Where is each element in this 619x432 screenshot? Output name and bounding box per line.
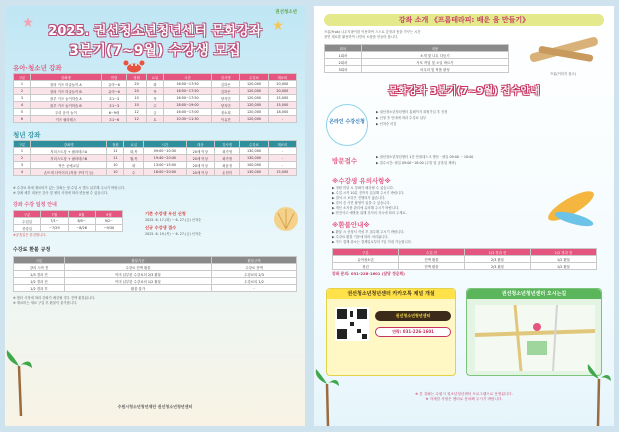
table-cell: 120,000 bbox=[240, 95, 268, 102]
table-cell: 화,목 bbox=[124, 148, 144, 155]
table-header-cell: 구분 bbox=[333, 249, 399, 256]
table-row bbox=[14, 95, 297, 102]
table-cell: 18,000 bbox=[268, 109, 296, 116]
table-cell: 16:50~17:50 bbox=[163, 95, 211, 102]
table-cell: 청년 bbox=[333, 263, 399, 270]
youth-section-title: 유아·청소년 강좌 bbox=[13, 64, 62, 72]
intro-line: 천연 재료를 활용하여 나만의 소품을 만들어 봅니다. bbox=[324, 35, 399, 39]
table-cell: 토 bbox=[146, 116, 163, 123]
table-cell: 유아~6 bbox=[101, 88, 126, 95]
table-row bbox=[14, 155, 297, 162]
table-cell: 우리 음악 놀이 bbox=[30, 109, 101, 116]
caution-title: ※수강생 유의사항※ bbox=[332, 177, 391, 185]
table-cell: 9/2~ bbox=[95, 218, 122, 225]
table-cell: 4 bbox=[14, 169, 31, 176]
kakao-card bbox=[326, 288, 456, 376]
table-cell: 화 bbox=[146, 81, 163, 88]
table-cell: - bbox=[268, 155, 296, 162]
table-header-cell: 수업 전 bbox=[399, 249, 465, 256]
table-cell: 3 bbox=[14, 162, 31, 169]
table-cell: 이유진 bbox=[212, 116, 240, 123]
table-header-cell: 강사명 bbox=[212, 74, 240, 81]
schedule-table bbox=[13, 210, 123, 232]
table-cell: ~8/26 bbox=[68, 225, 95, 232]
table-row bbox=[14, 169, 297, 176]
table-header-cell: 내용 bbox=[361, 45, 508, 52]
table-cell: 최가영 bbox=[214, 148, 239, 155]
table-cell: 130,000 bbox=[240, 155, 268, 162]
table-cell: 키즈 필라테스 bbox=[30, 116, 101, 123]
table-cell: 환불 불가 bbox=[64, 285, 211, 292]
refund-note: ※ 재료비는 재료 구입 후 환불이 불가합니다. bbox=[13, 301, 78, 305]
table-cell: 목 bbox=[146, 95, 163, 102]
table-cell: 2/3 환불 bbox=[465, 263, 531, 270]
table-header-cell: 8월 bbox=[68, 211, 95, 218]
table-cell: 이미 납부한 수강료의 2/3 환불 bbox=[64, 271, 211, 278]
table-cell: 창의 키즈 미술놀이 A bbox=[30, 81, 101, 88]
table-header-cell: 시간 bbox=[144, 141, 186, 148]
map-icon[interactable] bbox=[475, 305, 595, 371]
table-cell: 초1~3 bbox=[101, 102, 126, 109]
table-header-cell: 구분 bbox=[14, 74, 31, 81]
table-cell: 15,000 bbox=[268, 102, 296, 109]
table-row bbox=[14, 102, 297, 109]
registration-box bbox=[145, 210, 275, 238]
table-row bbox=[333, 256, 597, 263]
table-cell: 16:50~17:50 bbox=[163, 81, 211, 88]
table-cell: 1/2 경과 전 bbox=[14, 278, 65, 285]
page-title-line2: 3분기(7~9월) 수강생 모집 bbox=[69, 43, 241, 59]
table-cell: 10 bbox=[127, 102, 147, 109]
intro-bar: 강좌 소개 《프롬테라피: 배운 움 만들기》 bbox=[324, 14, 604, 26]
table-cell: 18:00~20:00 bbox=[144, 169, 186, 176]
table-cell: 수강료 전액 bbox=[212, 264, 297, 271]
table-cell: 1/2 환불 bbox=[531, 256, 597, 263]
table-cell: 11 bbox=[107, 155, 124, 162]
table-cell: 3 bbox=[14, 95, 31, 102]
table-cell: 최윤정 bbox=[214, 162, 239, 169]
table-cell: 김하은 bbox=[212, 88, 240, 95]
caution-line: ▶ 안전사고 예방을 위해 강사의 지시에 따라 주세요. bbox=[332, 211, 407, 215]
table-cell: 2/3 환불 bbox=[465, 256, 531, 263]
refund-guide-title: ※환불안내※ bbox=[332, 221, 370, 229]
table-header-cell: 요일 bbox=[124, 141, 144, 148]
table-cell: 130,000 bbox=[240, 148, 268, 155]
starfish-icon bbox=[23, 17, 33, 27]
table-cell: 120,000 bbox=[240, 116, 268, 123]
table-cell: 10 bbox=[107, 169, 124, 176]
visit-lines bbox=[376, 154, 601, 166]
table-header-cell: 수강료 bbox=[240, 141, 268, 148]
refund-line: ▶ 환불 시 신청서 작성 후 접수해 주시기 바랍니다. bbox=[332, 230, 405, 234]
table-row bbox=[14, 278, 297, 285]
table-header-cell: 시간 bbox=[163, 74, 211, 81]
table-row bbox=[14, 116, 297, 123]
location-card-title: 권선청소년청년센터 오시는길 bbox=[467, 289, 601, 299]
table-cell: 1회차 bbox=[325, 52, 362, 59]
schedule-title: 강좌 수강 일정 안내 bbox=[13, 202, 57, 208]
table-cell: 김하은 bbox=[212, 81, 240, 88]
surfboard-icon bbox=[544, 181, 599, 231]
table-cell: 20,000 bbox=[268, 88, 296, 95]
table-cell: 10 bbox=[107, 162, 124, 169]
table-cell: 16:00~17:00 bbox=[163, 109, 211, 116]
table-cell: 양지민 bbox=[212, 102, 240, 109]
page-title-line1: 2025. 권선청소년청년센터 문화강좌 bbox=[48, 24, 262, 39]
table-cell: 20 bbox=[127, 88, 147, 95]
table-cell: - bbox=[268, 116, 296, 123]
table-cell: 10:30~11:30 bbox=[163, 116, 211, 123]
kakao-channel-button[interactable]: 권선청소년청년센터 bbox=[375, 311, 451, 321]
table-cell: 20,000 bbox=[268, 81, 296, 88]
refund-mini-table bbox=[332, 248, 597, 270]
table-row bbox=[14, 271, 297, 278]
table-row bbox=[325, 66, 509, 73]
visit-heading: 방문접수 bbox=[332, 157, 358, 165]
table-cell: 저녁스트칭 + 필라테스B bbox=[30, 155, 106, 162]
center-logo: 권선청소년 bbox=[275, 10, 297, 15]
table-cell: 20세 이상 bbox=[186, 169, 214, 176]
table-cell: 이미 납부한 수강료의 1/2 환불 bbox=[64, 278, 211, 285]
caution-line: ▶ 개인 소지품 관리에 유의해 주시기 바랍니다. bbox=[332, 206, 400, 210]
refund-notes bbox=[13, 296, 297, 306]
table-header-cell: 구분 bbox=[14, 257, 65, 264]
table-cell: 플루 키즈 놀이학습 A bbox=[30, 95, 101, 102]
intro-caption: 프롬(이미지 참고) bbox=[550, 72, 576, 76]
table-cell: 20 bbox=[127, 81, 147, 88]
table-cell: 창의 키즈 미술놀이 B bbox=[30, 88, 101, 95]
table-cell: 작은 공예교실 bbox=[30, 162, 106, 169]
online-lines bbox=[376, 109, 601, 127]
adult-notes bbox=[13, 186, 297, 196]
table-header-cell: 환불기준 bbox=[64, 257, 211, 264]
table-cell: 20세 이상 bbox=[186, 155, 214, 162]
table-cell: 1/3 경과 전 bbox=[14, 271, 65, 278]
bottom-note: ※ 본 강좌는 수원시 청소년청년센터 프로그램으로 운영됩니다. bbox=[415, 392, 513, 396]
table-cell: 정소희 bbox=[212, 109, 240, 116]
caution-line: ▶ 결석 시 보강은 진행되지 않습니다. bbox=[332, 196, 386, 200]
left-page bbox=[5, 6, 305, 426]
bottom-notes bbox=[314, 392, 614, 402]
kakao-card-title: 권선청소년청년센터 카카오톡 채널 개설 bbox=[327, 289, 455, 299]
table-header-cell: 재료비 bbox=[268, 74, 296, 81]
table-row bbox=[14, 225, 123, 232]
table-cell: - bbox=[212, 285, 297, 292]
table-header-cell: 1/2 경과 전 bbox=[531, 249, 597, 256]
online-circle: 온라인 수강신청 bbox=[326, 104, 368, 146]
table-cell: ~9/30 bbox=[95, 225, 122, 232]
table-cell: 유아청소년 bbox=[333, 256, 399, 263]
palm-tree-icon bbox=[586, 361, 612, 426]
refund-line: ▶ 수강료 환불 기준에 따라 처리됩니다. bbox=[332, 235, 389, 239]
table-cell: 저녁스트칭 + 필라테스A bbox=[30, 148, 106, 155]
caution-line: ▶ 정원 미달 시 강좌가 폐강될 수 있습니다. bbox=[332, 186, 394, 190]
table-cell: 2회차 bbox=[325, 59, 362, 66]
table-header-cell: 7월 bbox=[41, 211, 68, 218]
table-cell: 사포 작업 및 오일 바르기 bbox=[361, 59, 508, 66]
table-cell: 6 bbox=[14, 116, 31, 123]
refund-table bbox=[13, 256, 297, 292]
table-header-cell: 구분 bbox=[14, 211, 41, 218]
table-header-cell: 대상 bbox=[186, 141, 214, 148]
table-cell: 전액 환불 bbox=[399, 256, 465, 263]
table-cell: 초1~3 bbox=[101, 95, 126, 102]
refund-title: 수강료 환불 규정 bbox=[13, 247, 51, 253]
table-header-cell: 구분 bbox=[14, 141, 31, 148]
table-cell: 3회차 bbox=[325, 66, 362, 73]
table-cell: 플루 키즈 놀이학습 B bbox=[30, 102, 101, 109]
caution-line: ▶ 수업 시작 10분 전까지 입실해 주시기 바랍니다. bbox=[332, 191, 405, 195]
table-cell: ~7/29 bbox=[41, 225, 68, 232]
table-cell: 목 bbox=[146, 88, 163, 95]
table-cell: 19:40~20:40 bbox=[144, 155, 186, 162]
apply-title: 문화강좌 3분기(7~9월) 접수안내 bbox=[388, 86, 540, 97]
table-cell: 5 bbox=[14, 109, 31, 116]
online-line: ▶ 권선청소년청년센터 홈페이지 회원가입 후 신청 bbox=[376, 110, 448, 114]
table-cell: 120,000 bbox=[240, 81, 268, 88]
table-header-cell: 연령 bbox=[101, 74, 126, 81]
table-cell: 120,000 bbox=[240, 102, 268, 109]
table-cell: 2 bbox=[14, 88, 31, 95]
table-cell: 11 bbox=[107, 148, 124, 155]
table-cell: 100,000 bbox=[240, 162, 268, 169]
table-cell: 15,000 bbox=[268, 169, 296, 176]
table-cell: 120,000 bbox=[240, 88, 268, 95]
table-header-cell: 환불금액 bbox=[212, 257, 297, 264]
table-header-cell: 정원 bbox=[107, 141, 124, 148]
table-cell: 수 bbox=[146, 102, 163, 109]
table-row bbox=[325, 59, 509, 66]
visit-line: ▶ 접수시간: 평일 09:00~18:00 (주말 및 공휴일 제외) bbox=[376, 161, 456, 165]
qr-code-icon[interactable] bbox=[335, 307, 369, 341]
caution-lines bbox=[332, 186, 532, 216]
location-card bbox=[466, 288, 602, 376]
table-cell: 월,목 bbox=[124, 155, 144, 162]
table-cell: 1/2 환불 bbox=[531, 263, 597, 270]
table-header-cell: 강좌명 bbox=[30, 74, 101, 81]
table-cell: 15,000 bbox=[268, 95, 296, 102]
table-cell: 최가영 bbox=[214, 155, 239, 162]
table-header-cell: 수강료 bbox=[240, 74, 268, 81]
table-row bbox=[14, 218, 123, 225]
online-line: ▶ 신청 후 안내에 따라 수강료 납부 bbox=[376, 116, 427, 120]
table-cell: 16:50~17:50 bbox=[163, 88, 211, 95]
crab-icon bbox=[123, 59, 145, 73]
table-header-cell: 9월 bbox=[95, 211, 122, 218]
table-cell: 마무리 및 작품 완성 bbox=[361, 66, 508, 73]
adult-section-title: 청년 강좌 bbox=[13, 131, 41, 139]
new-date: 2025. 6. 19.(목) ~ 6. 27.(금) 선착순 bbox=[145, 232, 202, 236]
existing-label: 기존 수강생 우선 신청 bbox=[145, 211, 186, 216]
table-cell: 수강료의 1/2 bbox=[212, 278, 297, 285]
table-cell: 7/1~ bbox=[41, 218, 68, 225]
table-row bbox=[14, 162, 297, 169]
caution-line: ▶ 강의 중 사진 촬영이 있을 수 있습니다. bbox=[332, 201, 391, 205]
table-cell: 20세 이상 bbox=[186, 148, 214, 155]
new-label: 신규 수강생 접수 bbox=[145, 225, 177, 230]
table-header-cell: 재료비 bbox=[268, 141, 296, 148]
table-cell: 8/5~ bbox=[68, 218, 95, 225]
table-cell: 수강료 전액 환불 bbox=[64, 264, 211, 271]
table-cell: 수업일 bbox=[14, 218, 41, 225]
table-cell: 18:00~19:00 bbox=[163, 102, 211, 109]
shell-icon bbox=[273, 206, 299, 232]
table-cell: 양지민 bbox=[212, 95, 240, 102]
palm-tree-icon bbox=[314, 366, 340, 426]
right-page bbox=[314, 6, 614, 426]
table-header-cell: 강사명 bbox=[214, 141, 239, 148]
table-header-cell: 1/3 경과 전 bbox=[465, 249, 531, 256]
adult-note: ※ 수강료 외에 재료비가 있는 강좌는 첫 수업 시 별도 납부해 주시기 바랍니다. bbox=[13, 186, 125, 190]
table-header-cell: 회차 bbox=[325, 45, 362, 52]
table-header-cell: 강좌명 bbox=[30, 141, 106, 148]
table-cell: 1 bbox=[14, 81, 31, 88]
table-cell: 강의 시작 전 bbox=[14, 264, 65, 271]
kakao-phone: 연락: 031-226-1601 bbox=[375, 327, 451, 337]
footer-org: 수원시청소년청년재단 권선청소년청년센터 bbox=[117, 404, 193, 409]
table-cell: 금 bbox=[146, 109, 163, 116]
table-cell: 130,000 bbox=[240, 169, 268, 176]
table-cell: 화 bbox=[124, 162, 144, 169]
table-cell: 4 bbox=[14, 102, 31, 109]
table-row bbox=[14, 88, 297, 95]
table-cell: 10 bbox=[127, 95, 147, 102]
contact-line: 강좌 문의: 031-226-1601 (담당 정윤희) bbox=[332, 271, 405, 276]
intro-table bbox=[324, 44, 509, 73]
schedule-note: ※공휴일은 휴강합니다. bbox=[13, 233, 47, 237]
table-header-cell: 정원 bbox=[127, 74, 147, 81]
starfish-icon bbox=[273, 20, 283, 30]
table-cell: 12 bbox=[127, 116, 147, 123]
refund-guide-lines bbox=[332, 230, 562, 245]
table-cell: 6~9세 bbox=[101, 109, 126, 116]
table-cell: 종강일 bbox=[14, 225, 41, 232]
table-cell: 20세 이상 bbox=[186, 162, 214, 169]
table-cell: 수 bbox=[124, 169, 144, 176]
online-line: ▶ 선착순 마감 bbox=[376, 122, 397, 126]
table-cell: 전액 환불 bbox=[399, 263, 465, 270]
table-cell: 손현미 bbox=[214, 169, 239, 176]
table-cell: - bbox=[268, 148, 296, 155]
table-row bbox=[14, 148, 297, 155]
table-row bbox=[325, 52, 509, 59]
intro-text bbox=[324, 30, 509, 40]
table-cell: 09:00~10:30 bbox=[144, 148, 186, 155]
table-cell: 초1~6 bbox=[101, 116, 126, 123]
table-cell: 13:00~15:00 bbox=[144, 162, 186, 169]
table-row bbox=[14, 109, 297, 116]
existing-date: 2025. 6. 17.(화) ~ 6. 27.(금) 선착순 bbox=[145, 218, 202, 222]
table-cell: 손뜨개 다이어리 (작품 꾸미기 등) bbox=[30, 169, 106, 176]
table-row bbox=[14, 264, 297, 271]
adult-course-table bbox=[13, 140, 297, 176]
table-row bbox=[14, 81, 297, 88]
table-cell: - bbox=[268, 162, 296, 169]
table-header-cell: 요일 bbox=[146, 74, 163, 81]
wooden-stick-icon bbox=[524, 30, 604, 70]
refund-note: ※ 센터 사정에 따라 강좌가 폐강될 경우 전액 환불됩니다. bbox=[13, 296, 96, 300]
visit-line: ▶ 권선청소년청년센터 1층 안내데스크 방문 · 평일 09:00 ~ 18:00 bbox=[376, 155, 474, 159]
table-cell: 12 bbox=[127, 109, 147, 116]
adult-note: ※ 강좌 세부 내용은 강사 및 센터 사정에 따라 변동될 수 있습니다. bbox=[13, 191, 108, 195]
refund-line: ▶ 카드 결제 취소는 결제일로부터 7일 이내 가능합니다. bbox=[332, 240, 412, 244]
table-cell: 1/2 경과 후 bbox=[14, 285, 65, 292]
table-cell: 유아~6 bbox=[101, 81, 126, 88]
bottom-note: ※ 자세한 사항은 센터로 문의해 주시기 바랍니다. bbox=[425, 397, 503, 401]
table-cell: 2 bbox=[14, 155, 31, 162]
youth-course-table bbox=[13, 73, 297, 123]
table-cell: 1 bbox=[14, 148, 31, 155]
table-cell: 수강료의 2/3 bbox=[212, 271, 297, 278]
table-row bbox=[14, 285, 297, 292]
table-cell: 소개 및 나무 다듬기 bbox=[361, 52, 508, 59]
intro-line: 프롬(Frob) 나무지팡이를 이용하여 스스로 감정과 몸을 가꾸는 시간 bbox=[324, 30, 421, 34]
table-row bbox=[333, 263, 597, 270]
table-cell: 120,000 bbox=[240, 109, 268, 116]
